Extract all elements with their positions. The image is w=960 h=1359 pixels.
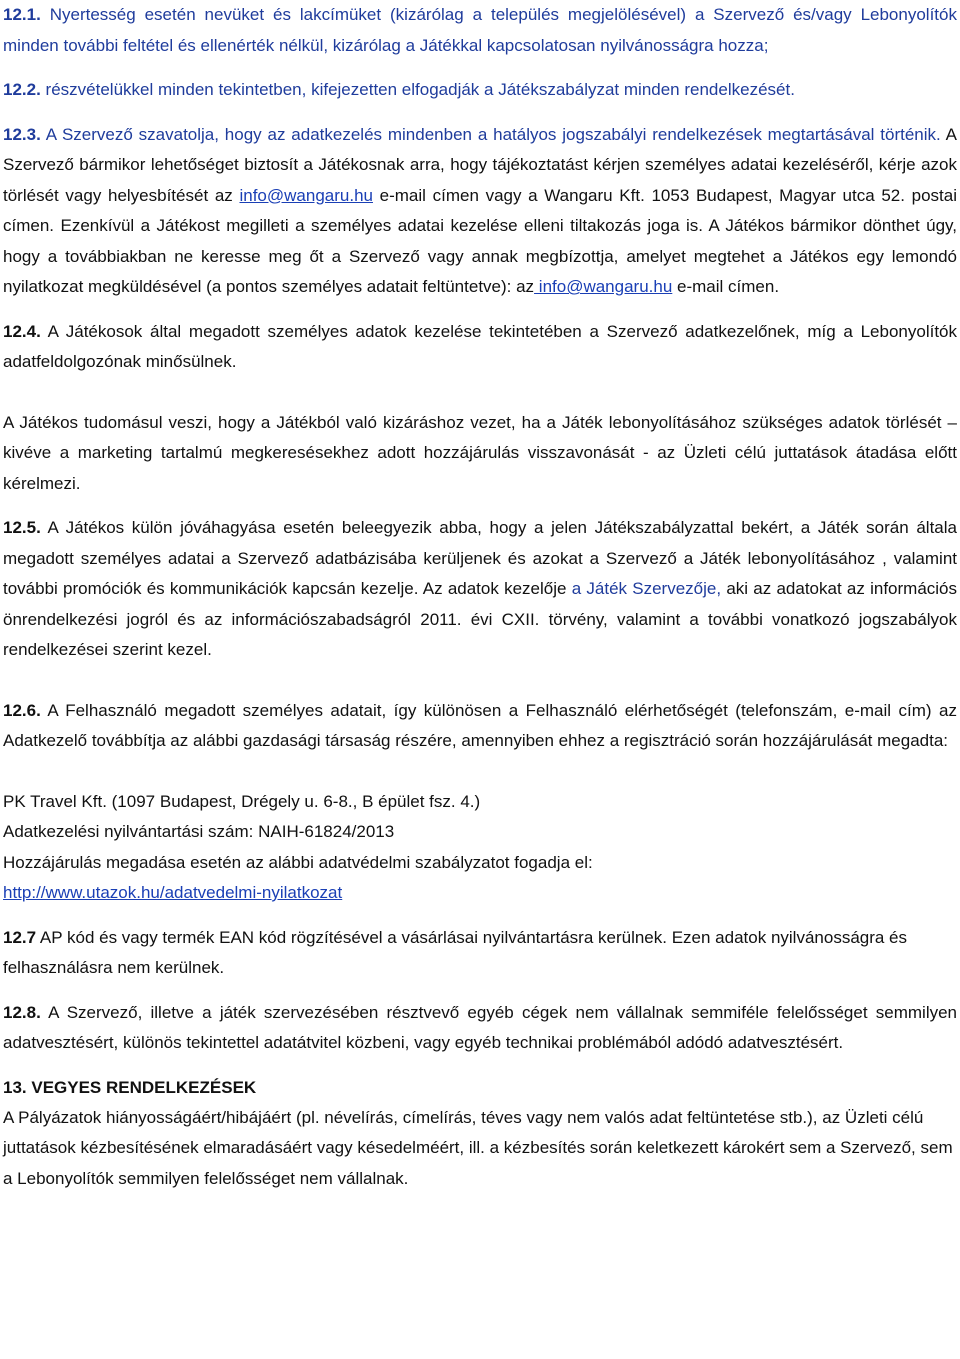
company-line: PK Travel Kft. (1097 Budapest, Drégely u. 6-8., B épület fsz. 4.) <box>3 791 481 811</box>
section-number: 12.2. <box>3 80 41 99</box>
paragraph-deletion <box>3 408 957 500</box>
section-text-a: A Játékos külön jóváhagyása esetén beleegyezik abba, hogy a jelen Játékszabályzattal bekért, a Játék során általa megadott személyes adatai a Szervező adatbázisába kerüljenek és azokat a Szervező a Játék lebonyolításához , valamint további promóciók és kommunikációk kapcsán kezelje. <box>3 518 957 598</box>
section-text-a: A Szervező bármikor lehetőséget biztosít a Játékosnak arra, hogy tájékoztatást kérjen személyes adatai kezeléséről, kérje azok törlését vagy helyesbítését az <box>3 124 957 205</box>
section-text: A Játékosok által megadott személyes adatok kezelése tekintetében a Szervező adatkezelőnek, míg a Lebonyolítók adatfeldolgozónak minősülnek. <box>3 321 957 371</box>
section-number: 12.5. <box>3 518 41 537</box>
spacer <box>3 499 957 513</box>
policy-line: Hozzájárulás megadása esetén az alábbi adatvédelmi szabályzatot fogadja el: <box>3 852 593 872</box>
email-link-1[interactable]: info@wangaru.hu <box>239 185 373 205</box>
section-12-7 <box>3 923 957 984</box>
paragraph-text: A Játékos tudomásul veszi, hogy a Játékból való kizáráshoz vezet, ha a Játék lebonyolításához szükséges adatok törlését – kivéve a marketing tartalmú megkeresésekhez adott hozzájárulás visszavonását - az Üzleti célú juttatások átadása előtt kérelmezi. <box>3 412 957 493</box>
section-text: A Pályázatok hiányosságáért/hibájáért (pl. névelírás, címelírás, téves vagy nem valós adat feltüntetése stb.), az Üzleti célú juttatások kézbesítésének elmaradásáért vagy késedelméért, ill. a kézbesítés során keletkezett károkért sem a Szervező, sem a Lebonyolítók semmilyen felelősséget nem vállalnak. <box>3 1107 953 1188</box>
section-number: 12.3. <box>3 124 41 144</box>
spacer <box>3 1059 957 1073</box>
section-number: 12.1. <box>3 5 41 24</box>
section-number: 12.6. <box>3 700 41 720</box>
section-text-d: aki az adatokat az információs önrendelkezési jogról és az információszabadságról 2011. évi CXII. törvény, valamint a további vonatkozó jogszabályok rendelkezései szerint kezel. <box>3 579 958 659</box>
section-text-c: a Játék Szervezője, <box>571 579 722 598</box>
section-13-text <box>3 1103 957 1195</box>
section-12-3 <box>3 120 957 303</box>
spacer <box>3 106 957 120</box>
spacer <box>3 378 957 408</box>
section-number: 12.4. <box>3 321 41 341</box>
spacer <box>3 757 957 787</box>
email-link-2[interactable]: info@wangaru.hu <box>534 277 673 296</box>
section-13-heading: 13. VEGYES RENDELKEZÉSEK <box>3 1077 257 1097</box>
section-text-b: e-mail címen vagy a Wangaru Kft. 1053 Budapest, Magyar utca 52. postai címen. <box>3 185 957 235</box>
section-number: 12.7 <box>3 927 37 947</box>
section-text-b: Az adatok kezelője <box>422 579 567 598</box>
section-text-d: A Játékos bármikor dönthet úgy, hogy a továbbiakban ne keresse meg őt a Szervező vagy annak megbízottja, amelyet megtehet a Játékos egy lemondó nyilatkozat megküldésével (a pontos személyes adatait feltüntetve): az <box>3 216 957 296</box>
section-12-8 <box>3 998 957 1059</box>
spacer <box>3 61 957 75</box>
spacer <box>3 666 957 696</box>
section-text-blue: A Szervező szavatolja, hogy az adatkezelés mindenben a hatályos jogszabályi rendelkezések megtartásával történik. <box>45 124 941 144</box>
spacer <box>3 984 957 998</box>
section-12-4 <box>3 317 957 378</box>
spacer <box>3 303 957 317</box>
section-text: A Szervező, illetve a játék szervezésében résztvevő egyéb cégek nem vállalnak semmiféle felelősséget semmilyen adatvesztésért, különös tekintettel adatátvitel közbeni, vagy egyéb technikai problémából adódó adatvesztésért. <box>3 1002 957 1052</box>
section-text-e: e-mail címen. <box>677 277 780 296</box>
section-12-5 <box>3 513 957 666</box>
section-text: Nyertesség esetén nevüket és lakcímüket (kizárólag a település megjelölésével) a Szervező és/vagy Lebonyolítók minden további feltétel és ellenérték nélkül, kizárólag a Játékkal kapcsolatosan nyilvánosságra hozza; <box>3 5 957 55</box>
section-12-2 <box>3 75 957 106</box>
section-text-c: Ezenkívül a Játékost megilleti a személyes adatai kezelése elleni tiltakozás joga is. <box>60 216 704 235</box>
section-text: A Felhasználó megadott személyes adatait, így különösen a Felhasználó elérhetőségét (telefonszám, e-mail cím) az Adatkezelő továbbítja az alábbi gazdasági társaság részére, amennyiben ehhez a regisztráció során hozzájárulását megadta: <box>3 700 957 750</box>
company-block <box>3 787 957 909</box>
policy-url-link[interactable]: http://www.utazok.hu/adatvedelmi-nyilatkozat <box>3 883 343 902</box>
section-text: AP kód és vagy termék EAN kód rögzítésével a vásárlásai nyilvántartásra kerülnek. Ezen adatok nyilvánosságra és felhasználásra nem kerülnek. <box>3 927 908 977</box>
spacer <box>3 909 957 923</box>
section-text: részvételükkel minden tekintetben, kifejezetten elfogadják a Játékszabályzat minden rendelkezését. <box>45 80 795 99</box>
section-number: 12.8. <box>3 1002 41 1022</box>
registry-line: Adatkezelési nyilvántartási szám: NAIH-61824/2013 <box>3 822 395 841</box>
section-12-1 <box>3 0 957 61</box>
section-12-6 <box>3 696 957 757</box>
